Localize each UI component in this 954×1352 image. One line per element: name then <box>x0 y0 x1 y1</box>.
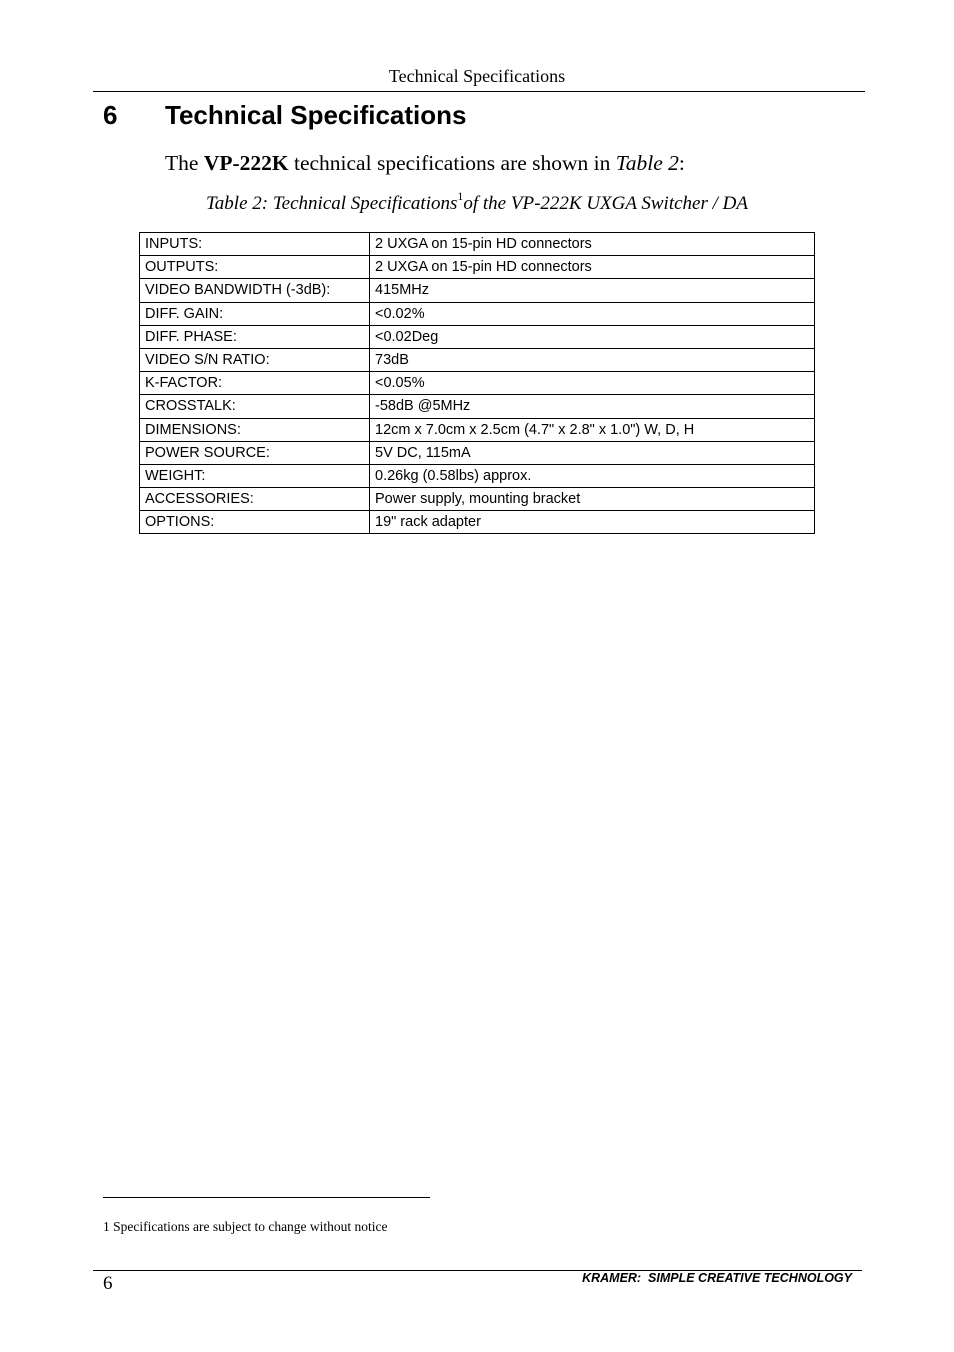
caption-text-before: Table 2: Technical Specifications <box>205 193 458 214</box>
table-row <box>140 488 815 511</box>
table-row <box>140 395 815 418</box>
spec-label: OPTIONS: <box>140 511 370 534</box>
section-title: Technical Specifications <box>165 100 467 130</box>
table-row <box>140 511 815 534</box>
footnote-divider <box>103 1197 430 1198</box>
intro-table-reference: Table 2 <box>615 151 679 175</box>
intro-middle: technical specifications are shown in <box>288 151 616 175</box>
table-row <box>140 464 815 487</box>
section-number: 6 <box>103 100 118 130</box>
spec-value: <0.02Deg <box>370 325 815 348</box>
spec-value: 73dB <box>370 348 815 371</box>
spec-value: 19" rack adapter <box>370 511 815 534</box>
caption-text-after: of the VP-222K UXGA Switcher / DA <box>463 193 748 214</box>
running-header: Technical Specifications <box>388 66 566 86</box>
spec-value: <0.02% <box>370 302 815 325</box>
spec-label: VIDEO S/N RATIO: <box>140 348 370 371</box>
spec-value: Power supply, mounting bracket <box>370 488 815 511</box>
table-row <box>140 256 815 279</box>
footnote: 1 Specifications are subject to change without notice <box>103 1219 388 1234</box>
spec-label: DIFF. GAIN: <box>140 302 370 325</box>
spec-value: 12cm x 7.0cm x 2.5cm (4.7" x 2.8" x 1.0") W, D, H <box>370 418 815 441</box>
spec-value: 5V DC, 115mA <box>370 441 815 464</box>
spec-label: WEIGHT: <box>140 464 370 487</box>
spec-label: DIFF. PHASE: <box>140 325 370 348</box>
caption-footnote-marker: 1 <box>457 189 464 203</box>
table-row <box>140 325 815 348</box>
table-caption <box>0 189 954 215</box>
intro-prefix: The <box>165 151 204 175</box>
table-row <box>140 348 815 371</box>
spec-label: DIMENSIONS: <box>140 418 370 441</box>
footer-brand: KRAMER: SIMPLE CREATIVE TECHNOLOGY <box>582 1271 852 1285</box>
table-row <box>140 279 815 302</box>
page-number: 6 <box>103 1273 113 1294</box>
spec-value: 0.26kg (0.58lbs) approx. <box>370 464 815 487</box>
table-row <box>140 372 815 395</box>
spec-value: -58dB @5MHz <box>370 395 815 418</box>
spec-label: ACCESSORIES: <box>140 488 370 511</box>
spec-label: CROSSTALK: <box>140 395 370 418</box>
specifications-table <box>139 232 815 534</box>
spec-label: VIDEO BANDWIDTH (-3dB): <box>140 279 370 302</box>
header-divider <box>93 91 865 92</box>
intro-model-name: VP-222K <box>203 151 289 175</box>
spec-value: 2 UXGA on 15-pin HD connectors <box>370 233 815 256</box>
spec-value: <0.05% <box>370 372 815 395</box>
table-row <box>140 441 815 464</box>
specifications-table-body <box>140 233 815 534</box>
table-row <box>140 302 815 325</box>
spec-label: INPUTS: <box>140 233 370 256</box>
spec-label: K-FACTOR: <box>140 372 370 395</box>
intro-paragraph <box>165 151 685 176</box>
intro-suffix: : <box>678 151 685 175</box>
table-row <box>140 418 815 441</box>
spec-label: POWER SOURCE: <box>140 441 370 464</box>
spec-value: 2 UXGA on 15-pin HD connectors <box>370 256 815 279</box>
spec-value: 415MHz <box>370 279 815 302</box>
spec-label: OUTPUTS: <box>140 256 370 279</box>
table-row <box>140 233 815 256</box>
